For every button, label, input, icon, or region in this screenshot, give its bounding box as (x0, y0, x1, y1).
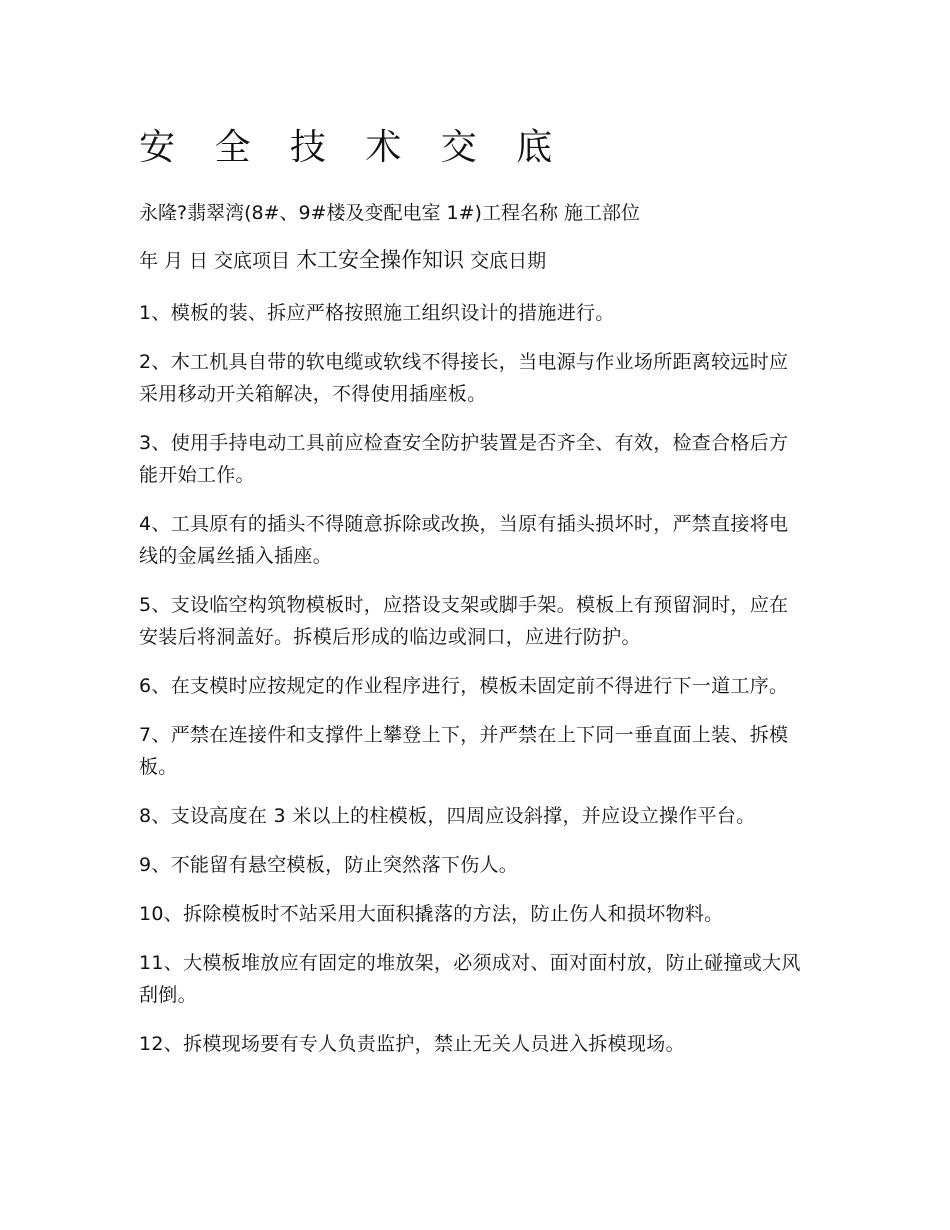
safety-rule-item: 8、支设高度在 3 米以上的柱模板，四周应设斜撑，并应设立操作平台。 (139, 805, 756, 827)
disclosure-item-label: 交底项目 (214, 250, 291, 272)
safety-rule-item: 2、木工机具自带的软电缆或软线不得接长，当电源与作业场所距离较远时应采用移动开关箱解决，不得使用插座板。 (139, 351, 789, 405)
date-day-label: 日 (189, 250, 209, 272)
project-name-label: 工程名称 (481, 202, 558, 224)
document-title: 安 全 技 术 交 底 (139, 127, 567, 168)
safety-rule-item: 12、拆模现场要有专人负责监护，禁止无关人员进入拆模现场。 (139, 1033, 685, 1055)
disclosure-info-row (139, 246, 546, 275)
safety-rule-item: 9、不能留有悬空模板，防止突然落下伤人。 (139, 854, 519, 876)
safety-rule-item: 11、大模板堆放应有固定的堆放架，必须成对、面对面村放，防止碰撞或大风刮倒。 (139, 952, 801, 1006)
safety-rules-list (139, 297, 803, 1077)
disclosure-date-label: 交底日期 (470, 250, 547, 272)
project-name-value: 永隆?翡翠湾(8#、9#楼及变配电室 1#) (139, 202, 482, 224)
disclosure-item-value: 木工安全操作知识 (296, 248, 465, 272)
safety-rule-item: 10、拆除模板时不站采用大面积撬落的方法，防止伤人和损坏物料。 (139, 903, 724, 925)
date-month-label: 月 (164, 250, 184, 272)
safety-rule-item: 6、在支模时应按规定的作业程序进行，模板未固定前不得进行下一道工序。 (139, 675, 789, 697)
safety-rule-item: 7、严禁在连接件和支撑件上攀登上下，并严禁在上下同一垂直面上装、拆模板。 (139, 724, 789, 778)
safety-rule-item: 1、模板的装、拆应严格按照施工组织设计的措施进行。 (139, 302, 615, 324)
safety-rule-item: 5、支设临空构筑物模板时，应搭设支架或脚手架。模板上有预留洞时，应在安装后将洞盖好。拆模后形成的临边或洞口，应进行防护。 (139, 594, 789, 648)
safety-rule-item: 3、使用手持电动工具前应检查安全防护装置是否齐全、有效，检查合格后方能开始工作。 (139, 432, 789, 486)
date-year-label: 年 (139, 250, 159, 272)
construction-location-label: 施工部位 (564, 202, 641, 224)
safety-rule-item: 4、工具原有的插头不得随意拆除或改换，当原有插头损坏时，严禁直接将电线的金属丝插入插座。 (139, 513, 789, 567)
project-info-row (139, 199, 640, 227)
